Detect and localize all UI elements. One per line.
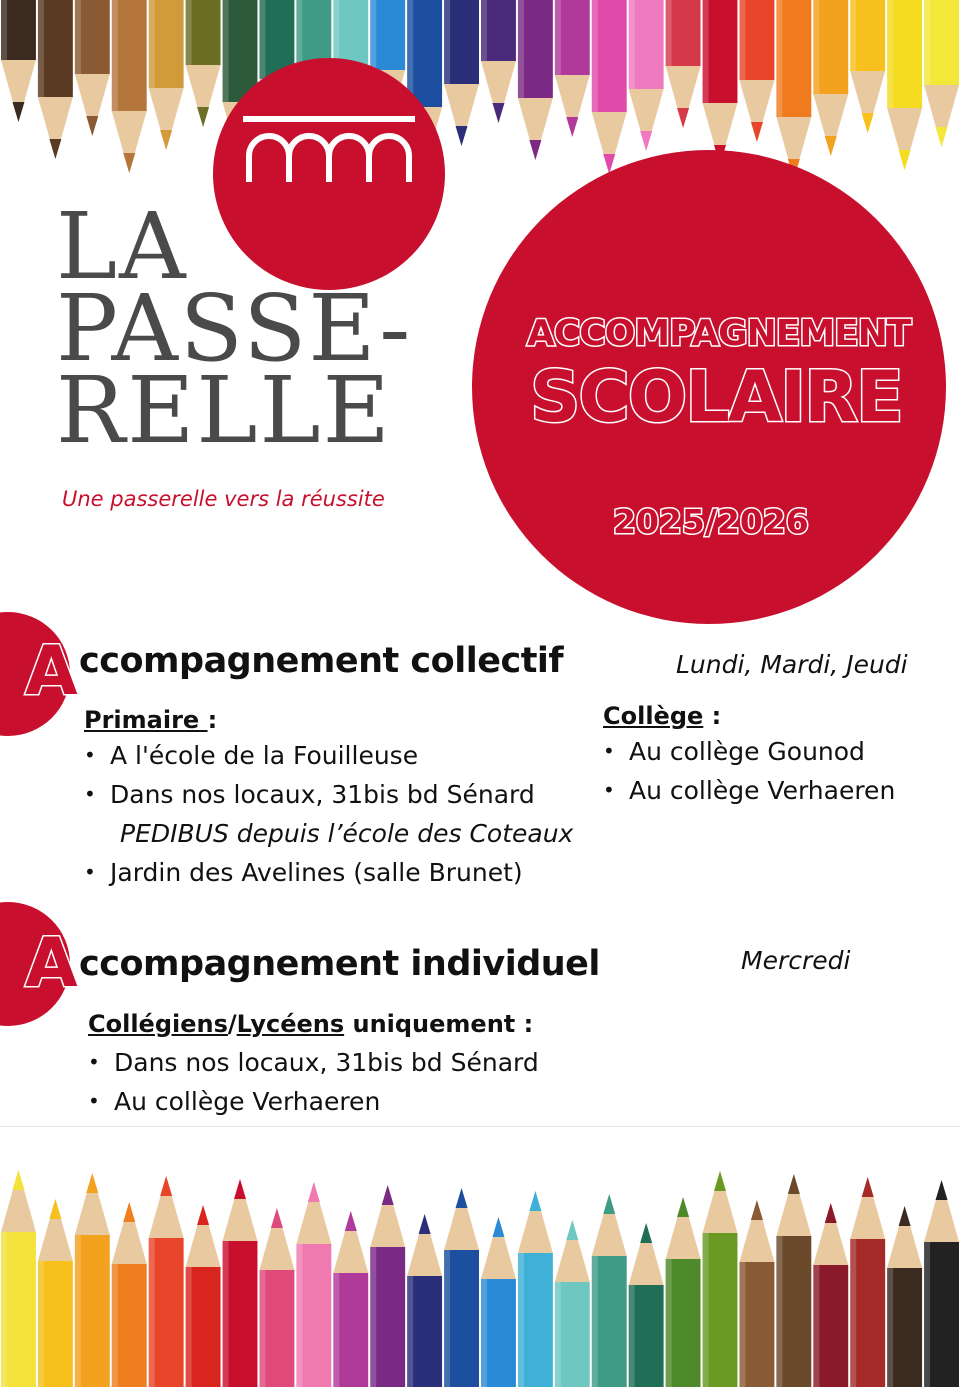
pencil — [887, 1206, 922, 1387]
list-item: • Au collège Verhaeren — [88, 1082, 539, 1121]
individuel-days: Mercredi — [741, 946, 851, 975]
list-item: • Dans nos locaux, 31bis bd Sénard — [84, 775, 573, 814]
pencil — [739, 0, 774, 142]
pencil — [666, 1197, 701, 1387]
heading-rest: uniquement : — [344, 1010, 534, 1038]
list-item: • Au collège Gounod — [603, 732, 895, 771]
divider — [0, 1126, 960, 1127]
pencil — [518, 1191, 553, 1387]
pencil — [370, 1185, 405, 1387]
pencil — [592, 0, 627, 174]
pencil — [518, 0, 553, 160]
brand-line-3: RELLE — [56, 357, 392, 464]
pencil — [813, 1203, 848, 1387]
pencil — [481, 1217, 516, 1387]
list-item: • A l'école de la Fouilleuse — [84, 736, 573, 775]
pencil — [444, 0, 479, 146]
bridge-arches-icon — [243, 116, 415, 186]
pencil — [112, 1202, 147, 1387]
pencil — [296, 1182, 331, 1387]
heading-sep: / — [227, 1010, 237, 1038]
pencil — [924, 1180, 959, 1387]
pencil — [259, 1208, 294, 1387]
pencil — [850, 0, 885, 133]
college-list — [603, 732, 895, 810]
brand-line-2: PASSE- — [56, 275, 413, 382]
pencil — [75, 1173, 110, 1387]
pencil — [1, 0, 36, 122]
primaire-heading-colon: : — [207, 706, 218, 734]
primaire-heading-label: Primaire — [84, 706, 208, 734]
brand-logotype — [56, 193, 436, 464]
list-item: • Au collège Verhaeren — [603, 771, 895, 810]
pedibus-note: PEDIBUS depuis l’école des Coteaux — [120, 819, 574, 848]
section-collectif-letter: A — [25, 632, 78, 711]
individuel-list — [88, 1043, 539, 1121]
pencil — [444, 1188, 479, 1387]
pencil — [555, 1220, 590, 1387]
pencil — [666, 0, 701, 128]
college-heading-label: Collège — [603, 702, 704, 730]
hero-year: 2025/2026 — [613, 502, 809, 541]
pencil — [186, 0, 221, 127]
college-heading-colon: : — [703, 702, 722, 730]
primaire-list — [84, 736, 573, 892]
pencil — [629, 1223, 664, 1387]
pencil — [887, 0, 922, 170]
pencil — [703, 1171, 738, 1387]
pencil — [38, 1199, 73, 1387]
brand-line-1: LA — [56, 193, 188, 300]
individuel-heading — [88, 1010, 533, 1038]
pencil — [776, 0, 811, 179]
list-item: • Jardin des Avelines (salle Brunet) — [84, 853, 573, 892]
heading-lyceens: Lycéens — [236, 1010, 345, 1038]
list-item: • Dans nos locaux, 31bis bd Sénard — [88, 1043, 539, 1082]
pencil — [186, 1205, 221, 1387]
hero-title-line-2: SCOLAIRE — [530, 356, 902, 438]
pencil — [703, 0, 738, 165]
pencil — [407, 1214, 442, 1387]
pencil — [850, 1177, 885, 1387]
section-individuel-title: ccompagnement individuel — [79, 944, 600, 984]
pencil — [75, 0, 110, 136]
pencil — [1, 1170, 36, 1387]
hero-title-line-1: ACCOMPAGNEMENT — [527, 313, 911, 354]
pencil — [592, 1194, 627, 1387]
college-heading — [603, 702, 721, 730]
collectif-days: Lundi, Mardi, Jeudi — [676, 650, 908, 679]
pencil — [223, 1179, 258, 1387]
pencil — [481, 0, 516, 123]
pencil — [924, 0, 959, 147]
pencil — [149, 1176, 184, 1387]
tagline: Une passerelle vers la réussite — [62, 487, 385, 511]
pencil — [149, 0, 184, 150]
bottom-pencils-decoration — [0, 1140, 960, 1387]
pencil — [38, 0, 73, 159]
pencils-icon — [0, 1140, 960, 1387]
primaire-heading — [84, 706, 217, 734]
heading-collegiens: Collégiens — [88, 1010, 228, 1038]
pencil — [629, 0, 664, 151]
pencil — [333, 1211, 368, 1387]
pencil — [776, 1174, 811, 1387]
pencil — [813, 0, 848, 156]
section-collectif-title: ccompagnement collectif — [79, 641, 564, 681]
section-individuel-letter: A — [25, 924, 78, 1003]
pencil — [112, 0, 147, 173]
pencil — [555, 0, 590, 137]
pencil — [739, 1200, 774, 1387]
